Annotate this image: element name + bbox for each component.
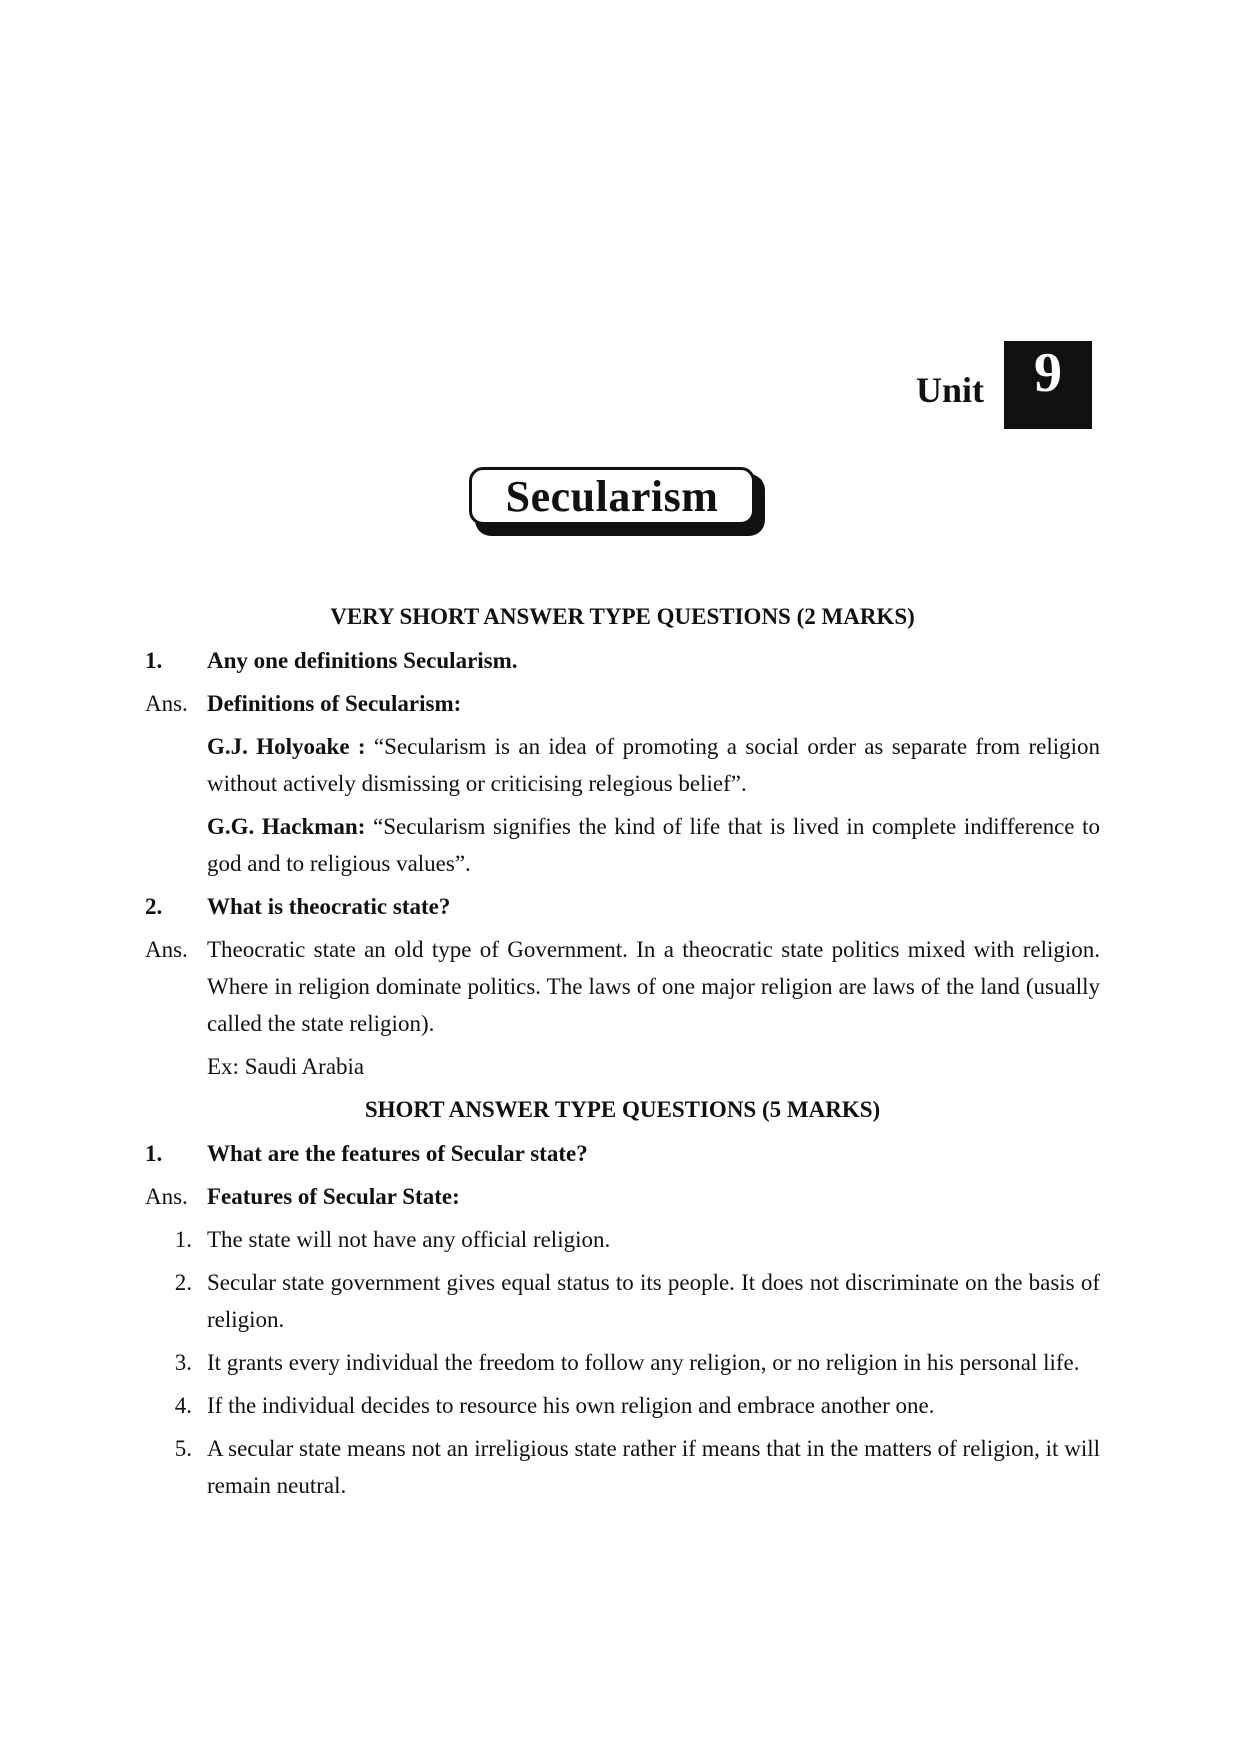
answer-example: Ex: Saudi Arabia xyxy=(207,1054,365,1079)
feature-number: 5. xyxy=(174,1436,192,1461)
section-heading-short: SHORT ANSWER TYPE QUESTIONS (5 MARKS) xyxy=(364,1097,881,1122)
unit-label: Unit xyxy=(915,370,984,410)
question-row xyxy=(145,642,1100,679)
chapter-title: Secularism xyxy=(469,467,755,525)
answer-row xyxy=(145,1178,1100,1215)
feature-item xyxy=(145,1221,1100,1258)
definition-author: G.J. Holyoake : xyxy=(207,734,366,759)
question-text: What is theocratic state? xyxy=(207,894,451,919)
answer-label: Ans. xyxy=(145,937,188,962)
question-number: 1. xyxy=(145,1141,163,1166)
definition-text: “Secularism signifies the kind of life that is lived in complete indifference to god and to religious values”. xyxy=(207,814,1100,876)
feature-text: If the individual decides to resource his own religion and embrace another one. xyxy=(207,1393,935,1418)
answer-row xyxy=(145,685,1100,722)
answer-label: Ans. xyxy=(145,1184,188,1209)
feature-text: A secular state means not an irreligious state rather if means that in the matters of religion, it will remain neutral. xyxy=(207,1436,1100,1498)
question-number: 1. xyxy=(145,648,163,673)
answer-heading: Definitions of Secularism: xyxy=(207,691,462,716)
answer-row xyxy=(145,931,1100,1042)
section-heading-very-short: VERY SHORT ANSWER TYPE QUESTIONS (2 MARKS) xyxy=(330,604,915,629)
page-content xyxy=(145,598,1100,1510)
feature-item xyxy=(145,1264,1100,1338)
answer-heading: Features of Secular State: xyxy=(207,1184,460,1209)
answer-label: Ans. xyxy=(145,691,188,716)
feature-number: 3. xyxy=(174,1350,192,1375)
feature-number: 1. xyxy=(174,1227,192,1252)
feature-text: Secular state government gives equal status to its people. It does not discriminate on the basis of religion. xyxy=(207,1270,1100,1332)
question-row xyxy=(145,888,1100,925)
feature-item xyxy=(145,1387,1100,1424)
definition-hackman xyxy=(207,808,1100,882)
question-number: 2. xyxy=(145,894,163,919)
feature-item xyxy=(145,1430,1100,1504)
definition-author: G.G. Hackman: xyxy=(207,814,366,839)
question-text: What are the features of Secular state? xyxy=(207,1141,588,1166)
question-row xyxy=(145,1135,1100,1172)
question-text: Any one definitions Secularism. xyxy=(207,648,518,673)
feature-text: It grants every individual the freedom to follow any religion, or no religion in his personal life. xyxy=(207,1350,1080,1375)
feature-number: 2. xyxy=(174,1270,192,1295)
feature-text: The state will not have any official religion. xyxy=(207,1227,611,1252)
feature-item xyxy=(145,1344,1100,1381)
answer-text: Theocratic state an old type of Government. In a theocratic state politics mixed with religion. Where in religion dominate politics. The laws of one major religion are laws of the land (usually called the state religion). xyxy=(207,937,1100,1036)
definition-holyoake xyxy=(207,728,1100,802)
feature-number: 4. xyxy=(174,1393,192,1418)
definition-text: “Secularism is an idea of promoting a social order as separate from religion without actively dismissing or criticising relegious belief”. xyxy=(207,734,1101,796)
unit-number-box: 9 xyxy=(1004,341,1092,429)
